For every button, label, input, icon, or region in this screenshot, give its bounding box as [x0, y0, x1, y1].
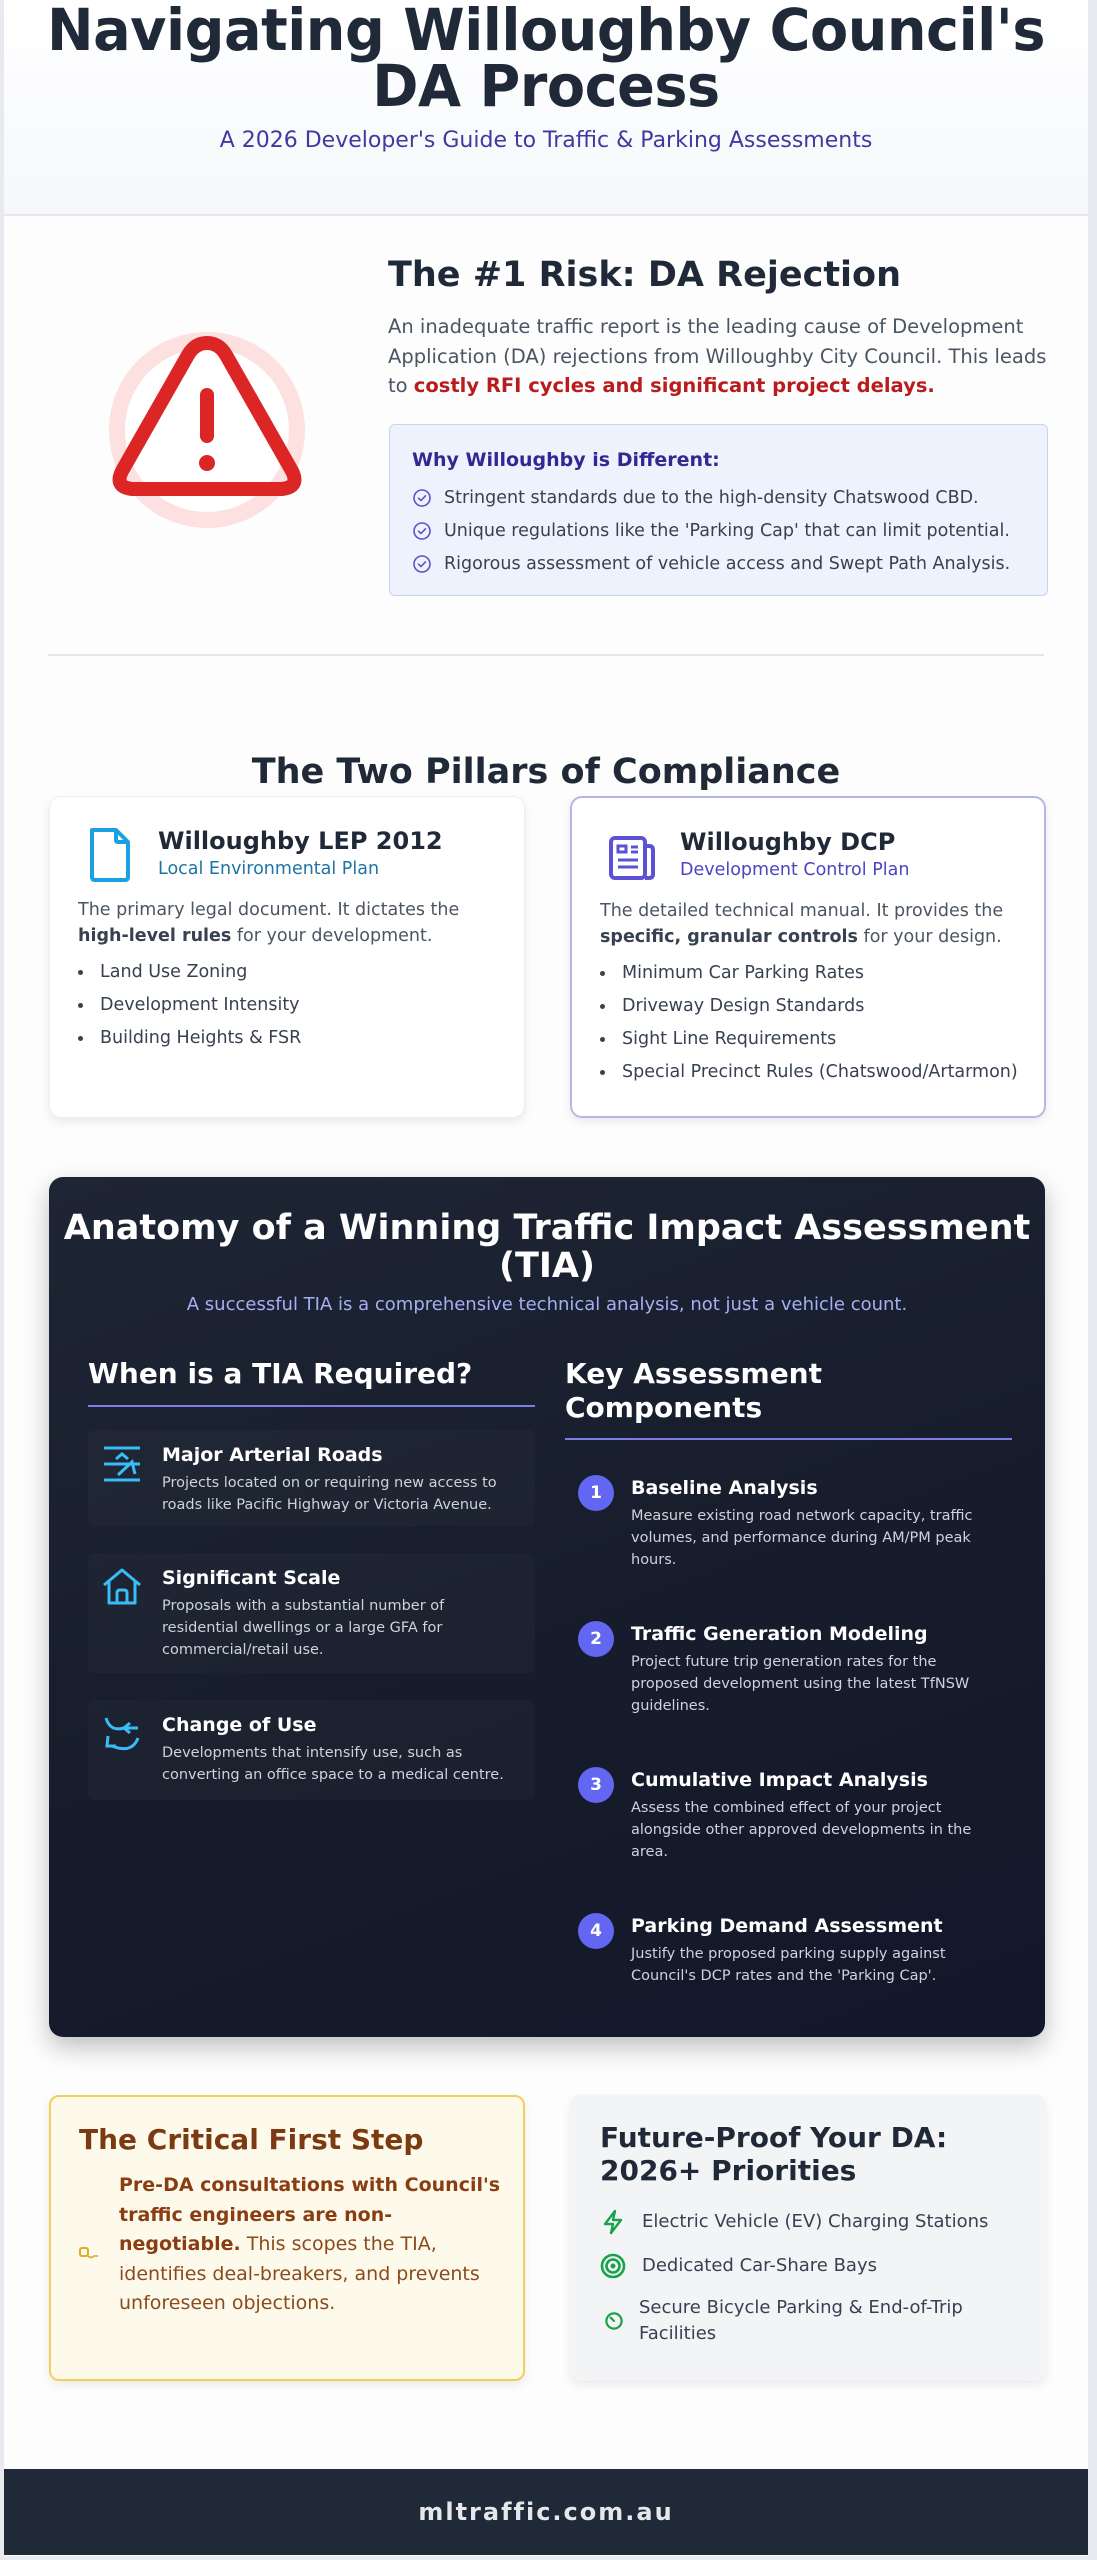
dcp-card: [570, 796, 1046, 1118]
warning-triangle-icon: [102, 325, 312, 535]
future-item: Dedicated Car-Share Bays: [600, 2253, 877, 2279]
tia-required-heading: When is a TIA Required?: [88, 1357, 473, 1390]
risk-description: [388, 312, 1048, 401]
tia-components-heading: Key Assessment Components: [565, 1357, 823, 1424]
check-circle-icon: [412, 521, 432, 541]
dcp-description: The detailed technical manual. It provides the specific, granular controls for your design.: [600, 901, 1004, 947]
dcp-list: [600, 962, 1018, 1094]
future-item: Secure Bicycle Parking & End-of-Trip Facilities: [600, 2295, 1000, 2347]
step-title: Parking Demand Assessment: [631, 1915, 943, 1937]
lep-card: [49, 796, 525, 1118]
check-circle-icon: [412, 554, 432, 574]
newspaper-icon: [608, 830, 656, 886]
tia-section: [49, 1177, 1045, 2037]
req-title: Major Arterial Roads: [162, 1444, 383, 1466]
tia-required-item: [88, 1700, 535, 1800]
lightning-icon: [600, 2209, 626, 2235]
lep-title: Willoughby LEP 2012: [158, 827, 443, 855]
handshake-icon: [79, 2245, 99, 2261]
dcp-list-item: Sight Line Requirements: [600, 1028, 1018, 1061]
step-desc: Measure existing road network capacity, traffic volumes, and performance during AM/PM peak hours.: [631, 1508, 973, 1568]
step-desc: Justify the proposed parking supply against Council's DCP rates and the 'Parking Cap'.: [631, 1946, 946, 1984]
why-willoughby-box: [389, 424, 1048, 596]
future-proof-card: [570, 2095, 1046, 2381]
step-title: Cumulative Impact Analysis: [631, 1769, 928, 1791]
critical-step-card: [49, 2095, 525, 2381]
req-desc: Developments that intensify use, such as converting an office space to a medical centre.: [162, 1745, 504, 1783]
lep-description: The primary legal document. It dictates the high-level rules for your development.: [78, 900, 460, 946]
section-divider: [48, 654, 1044, 656]
document-icon: [86, 827, 134, 883]
dcp-list-item: Minimum Car Parking Rates: [600, 962, 1018, 995]
check-circle-icon: [412, 488, 432, 508]
step-number-badge: 4: [578, 1913, 614, 1949]
heading-underline: [565, 1438, 1012, 1440]
why-list-item: Stringent standards due to the high-density Chatswood CBD.: [412, 481, 1010, 514]
why-list-item: Unique regulations like the 'Parking Cap' that can limit potential.: [412, 514, 1010, 547]
future-title: Future-Proof Your DA: 2026+ Priorities: [600, 2121, 948, 2187]
page: [4, 0, 1088, 2556]
critical-text: Pre-DA consultations with Council's traffic engineers are non-negotiable. This scopes the TIA, identifies deal-breakers, and prevents unforeseen objections.: [119, 2174, 501, 2314]
step-title: Traffic Generation Modeling: [631, 1623, 928, 1645]
req-desc: Projects located on or requiring new access to roads like Pacific Highway or Victoria Avenue.: [162, 1475, 497, 1513]
target-icon: [600, 2253, 626, 2279]
step-desc: Assess the combined effect of your project alongside other approved developments in the area.: [631, 1800, 972, 1860]
lep-list-item: Building Heights & FSR: [78, 1027, 301, 1060]
lep-list: [78, 961, 301, 1060]
dcp-list-item: Driveway Design Standards: [600, 995, 1018, 1028]
tia-required-item: [88, 1430, 535, 1526]
risk-title: The #1 Risk: DA Rejection: [388, 255, 902, 295]
heading-underline: [88, 1405, 535, 1407]
req-title: Change of Use: [162, 1714, 317, 1736]
lep-subtitle: Local Environmental Plan: [158, 859, 380, 879]
why-list: [412, 481, 1010, 580]
bicycle-gauge-icon: [603, 2310, 625, 2332]
page-subtitle: A 2026 Developer's Guide to Traffic & Parking Assessments: [219, 128, 873, 153]
change-arrows-icon: [102, 1714, 142, 1754]
arterial-road-icon: [102, 1444, 142, 1484]
risk-text: An inadequate traffic report is the leading cause of Development Application (DA) rejections from Willoughby City Council. This leads to: [388, 315, 1047, 397]
req-desc: Proposals with a substantial number of residential dwellings or a large GFA for commercial/retail use.: [162, 1598, 445, 1658]
pillars-title: The Two Pillars of Compliance: [251, 752, 841, 792]
future-item: Electric Vehicle (EV) Charging Stations: [600, 2209, 988, 2235]
dcp-title: Willoughby DCP: [680, 828, 896, 856]
tia-title: Anatomy of a Winning Traffic Impact Assessment (TIA): [63, 1208, 1031, 1286]
footer: [4, 2469, 1088, 2555]
step-number-badge: 1: [578, 1475, 614, 1511]
page-title: Navigating Willoughby Council's DA Process: [46, 0, 1046, 120]
footer-site-link[interactable]: mltraffic.com.au: [418, 2498, 674, 2526]
lep-list-item: Land Use Zoning: [78, 961, 301, 994]
critical-title: The Critical First Step: [79, 2123, 424, 2156]
house-icon: [102, 1567, 142, 1607]
step-number-badge: 2: [578, 1621, 614, 1657]
tia-subtitle: A successful TIA is a comprehensive technical analysis, not just a vehicle count.: [186, 1294, 908, 1315]
risk-highlight: costly RFI cycles and significant project delays.: [413, 374, 935, 397]
step-desc: Project future trip generation rates for the proposed development using the latest TfNSW guidelines.: [631, 1654, 970, 1714]
step-title: Baseline Analysis: [631, 1477, 818, 1499]
hero-header: [4, 0, 1088, 216]
why-box-title: Why Willoughby is Different:: [412, 449, 720, 471]
why-list-item: Rigorous assessment of vehicle access and Swept Path Analysis.: [412, 547, 1010, 580]
req-title: Significant Scale: [162, 1567, 341, 1589]
tia-required-item: [88, 1553, 535, 1673]
lep-list-item: Development Intensity: [78, 994, 301, 1027]
dcp-list-item: Special Precinct Rules (Chatswood/Artarmon): [600, 1061, 1018, 1094]
dcp-subtitle: Development Control Plan: [680, 860, 910, 880]
step-number-badge: 3: [578, 1767, 614, 1803]
